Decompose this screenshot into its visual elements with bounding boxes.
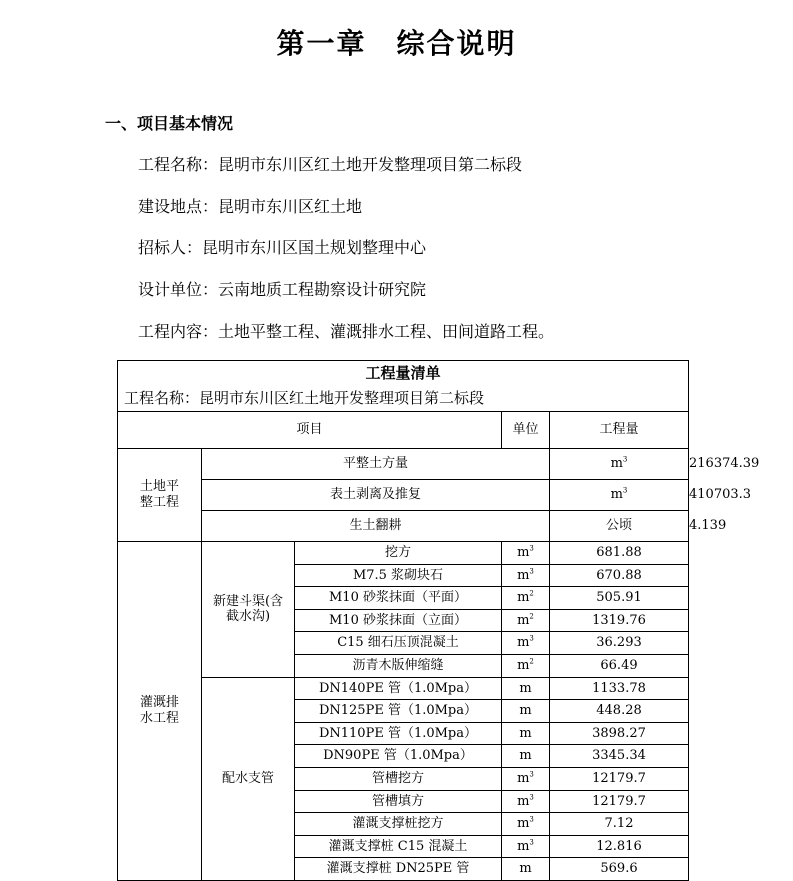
group-pipe: 配水支管 — [202, 677, 295, 880]
unit-exponent: 3 — [529, 567, 534, 576]
table-row — [118, 677, 689, 700]
unit-text: m — [519, 703, 532, 719]
unit-exponent: 3 — [529, 815, 534, 824]
item-cell: 灌溉支撑桩挖方 — [295, 813, 502, 836]
group-land: 土地平 整工程 — [118, 449, 202, 542]
qty-cell: 1319.76 — [550, 609, 689, 632]
table-row: 表土剥离及推复 $m^3$ 410703.3 — [118, 480, 689, 511]
item-cell: 管槽挖方 — [295, 767, 502, 790]
table-row: 土地平 整工程 平整土方量 $m^3$ 216374.39 — [118, 449, 689, 480]
unit-exponent: 3 — [529, 770, 534, 779]
unit-text: m — [519, 861, 532, 877]
qty-cell: 3345.34 — [550, 745, 689, 768]
qty-cell: 12.816 — [550, 835, 689, 858]
unit-cell — [502, 700, 550, 723]
unit-text: m — [610, 456, 623, 472]
info-designer: 设计单位：云南地质工程勘察设计研究院 — [138, 280, 427, 299]
unit-cell — [502, 767, 550, 790]
unit-exponent: 3 — [529, 544, 534, 553]
info-location: 建设地点：昆明市东川区红土地 — [138, 197, 363, 216]
info-tenderer: 招标人：昆明市东川区国土规划整理中心 — [138, 238, 427, 257]
qty-cell: 12179.7 — [550, 790, 689, 813]
unit-text: m — [517, 590, 530, 606]
header-qty: 工程量 — [550, 412, 689, 449]
table-row — [118, 542, 689, 565]
qty-cell: 670.88 — [550, 564, 689, 587]
item-cell: 灌溉支撑桩 DN25PE 管 — [295, 858, 502, 881]
unit-cell — [502, 835, 550, 858]
item-cell: 表土剥离及推复 — [202, 480, 550, 511]
item-cell: DN90PE 管（1.0Mpa） — [295, 745, 502, 768]
unit-cell — [502, 587, 550, 610]
unit-text: m — [517, 816, 530, 832]
unit-text: m — [517, 635, 530, 651]
item-cell: 沥青木版伸缩缝 — [295, 654, 502, 677]
section-heading: 一、项目基本情况 — [105, 114, 234, 133]
item-cell: 平整土方量 — [202, 449, 550, 480]
table-project-name: 工程名称：昆明市东川区红土地开发整理项目第二标段 — [118, 385, 689, 412]
qty-cell: 448.28 — [550, 700, 689, 723]
unit-exponent: 2 — [529, 612, 534, 621]
unit-text: m — [517, 657, 530, 673]
qty-cell: 7.12 — [550, 813, 689, 836]
unit-cell — [502, 722, 550, 745]
unit-cell — [502, 609, 550, 632]
unit-text: m — [517, 838, 530, 854]
unit-text: m — [517, 612, 530, 628]
unit-cell — [502, 677, 550, 700]
item-cell: C15 细石压顶混凝土 — [295, 632, 502, 655]
unit-text: m — [517, 545, 530, 560]
qty-cell: 681.88 — [550, 542, 689, 565]
item-cell: 管槽填方 — [295, 790, 502, 813]
item-cell: DN140PE 管（1.0Mpa） — [295, 677, 502, 700]
unit-text: m — [517, 793, 530, 809]
item-cell: M7.5 浆砌块石 — [295, 564, 502, 587]
qty-cell: 36.293 — [550, 632, 689, 655]
unit-text: m — [517, 770, 530, 786]
unit-cell — [502, 654, 550, 677]
unit-cell — [502, 632, 550, 655]
header-unit: 单位 — [502, 412, 550, 449]
info-content: 工程内容：土地平整工程、灌溉排水工程、田间道路工程。 — [138, 322, 555, 341]
unit-text: m — [517, 567, 530, 583]
unit-exponent: 3 — [529, 635, 534, 644]
qty-cell: 66.49 — [550, 654, 689, 677]
unit-cell — [502, 858, 550, 881]
unit-text: 公顷 — [605, 518, 632, 534]
qty-cell: 569.6 — [550, 858, 689, 881]
info-project-name: 工程名称：昆明市东川区红土地开发整理项目第二标段 — [138, 155, 523, 174]
unit-cell — [550, 480, 689, 511]
item-cell: 生土翻耕 — [202, 511, 550, 542]
unit-text: m — [519, 725, 532, 741]
item-cell: M10 砂浆抹面（平面） — [295, 587, 502, 610]
item-cell: M10 砂浆抹面（立面） — [295, 609, 502, 632]
qty-cell: 1133.78 — [550, 677, 689, 700]
unit-cell — [502, 564, 550, 587]
qty-cell: 12179.7 — [550, 767, 689, 790]
unit-cell — [550, 449, 689, 480]
unit-exponent: 3 — [622, 455, 628, 464]
group-irrigation: 灌溉排 水工程 — [118, 542, 202, 881]
item-cell: DN110PE 管（1.0Mpa） — [295, 722, 502, 745]
unit-text: m — [610, 487, 623, 503]
item-cell: DN125PE 管（1.0Mpa） — [295, 700, 502, 723]
qty-cell: 3898.27 — [550, 722, 689, 745]
unit-text: m — [519, 748, 532, 764]
item-cell: 灌溉支撑桩 C15 混凝土 — [295, 835, 502, 858]
table-row: 生土翻耕 公顷 4.139 — [118, 511, 689, 542]
unit-cell — [502, 542, 550, 565]
item-cell: 挖方 — [295, 542, 502, 565]
unit-cell — [502, 790, 550, 813]
chapter-title: 第一章 综合说明 — [276, 27, 517, 60]
unit-exponent: 3 — [622, 486, 628, 495]
unit-exponent: 2 — [529, 657, 534, 666]
unit-exponent: 2 — [529, 589, 534, 598]
table-caption: 工程量清单 — [118, 361, 689, 386]
header-item: 项目 — [118, 412, 502, 449]
quantity-table — [117, 360, 760, 881]
unit-text: m — [519, 680, 532, 696]
group-ditch: 新建斗渠(含 截水沟) — [202, 542, 295, 678]
unit-exponent: 3 — [529, 793, 534, 802]
unit-exponent: 3 — [529, 838, 534, 847]
unit-cell — [502, 813, 550, 836]
unit-cell — [502, 745, 550, 768]
qty-cell: 505.91 — [550, 587, 689, 610]
unit-cell — [550, 511, 689, 542]
